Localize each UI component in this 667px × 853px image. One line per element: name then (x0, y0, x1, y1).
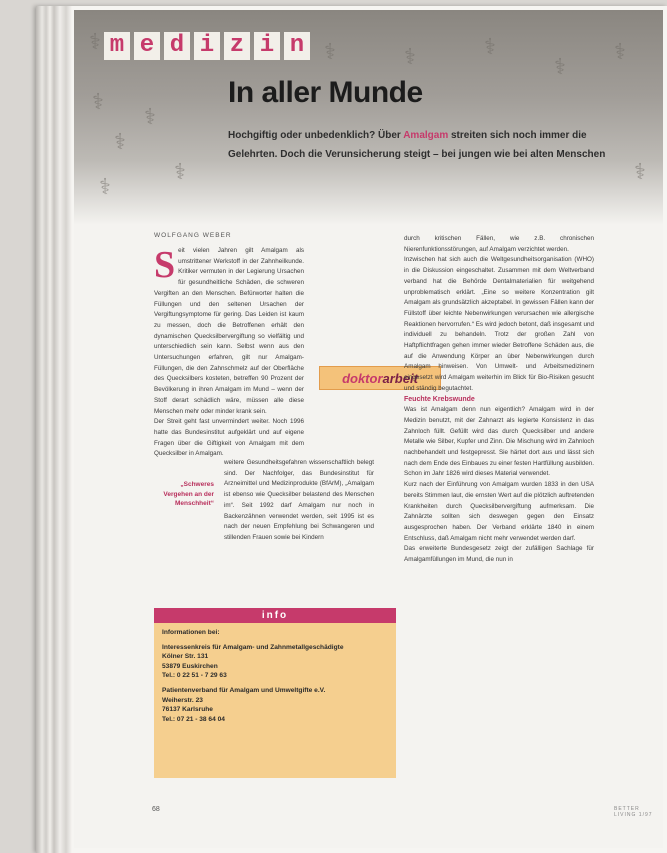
drop-cap: S (154, 244, 176, 286)
info-line: 53879 Euskirchen (162, 662, 218, 670)
caduceus-icon: ⚕ (404, 45, 416, 70)
paragraph-text: eit vielen Jahren gilt Amalgam als umstrittener Werkstoff in der Zahnheilkunde. Kritiker vermuten in der Legierung Ursachen für gesundheitliche Schäden, die schweren Vergiften an den Menschen. Befürworter halten die Füllungen und den seltenen Ursachen der Vergiftungsymptome für gering. Das Leiden ist kaum zu messen, doch die Betroffenen erhält den dynamischen Quecksilbervergiftung so vielfältig und unterschiedlich sein kann. Selbst wenn aus den Untersuchungen erfahren, gilt nur Amalgam-Füllungen, die den Zahnschmelz auf der Oberfläche des Quecksilbers kosteten, betreffen 90 Prozent der Bevölkerung in ihren Amalgam im Mund – wenn der Stoff derart schädlich wäre, müssen alle diese Menschen mehr oder minder krank sein. (154, 247, 304, 415)
caduceus-icon: ⚕ (614, 40, 626, 65)
info-line: Interessenkreis für Amalgam- und Zahnmetallgeschädigte (162, 643, 344, 651)
info-box-title: info (154, 608, 396, 623)
caduceus-icon: ⚕ (89, 30, 101, 55)
side-quote: „Schweres Vergehen an der Menschheit“ (163, 481, 214, 507)
article-column-1-continued (224, 458, 374, 544)
deck-text: Hochgiftig oder unbedenklich? Über (228, 130, 404, 141)
paragraph: durch kritischen Fällen, wie z.B. chronischen Nierenfunktionsstörungen, auf Amalgam verzichtet werden. (404, 235, 594, 253)
caduceus-icon: ⚕ (92, 90, 104, 115)
byline: WOLFGANG WEBER (154, 232, 232, 239)
paragraph: Inzwischen hat sich auch die Weltgesundheitsorganisation (WHO) in die Diskussion eingeschaltet. Zusammen mit dem Weltverband verband hat die Behörde Dentalmaterialien für weitgehend unproblematisch erklärt. „Eine so weitere Konzentration gilt Amalgam als grundsätzlich akzeptabel. In gewissen Fällen kann der Füllstoff über leichte Nebenwirkungen verursachen wie allergische Reaktionen hervorrufen.“ Es wird jedoch betont, daß insgesamt und individuell zu behandeln. Trotz der großen Zahl von Haftpflichtfragen gehen immer wieder Betroffene Schäden aus, die auf die Anwendung Körper an über Nebenwirkungen durch Amalgam hinweisen. Von Umwelt- und Arbeitsmedizinern eingesetzt wird Amalgam weiterhin im Blick für Bio-Risiken gesucht und ständig begutachtet. (404, 256, 594, 392)
section-letter: z (224, 32, 250, 60)
paragraph: weitere Gesundheitsgefahren wissenschaftlich belegt sind. Der Nachfolger, das Bundesinstitut für Arzneimittel und Medizinprodukte (BfArM), „Amalgam ist ebenso wie Quecksilber belastend des Menschen im“. Seit 1992 darf Amalgam nur noch in Backenzähnen verwendet werden, seit 1995 ist es nach der neuen Empfehlung bei Schwangeren und stillenden Frauen sowie bei Kindern (224, 459, 374, 541)
paragraph (154, 246, 304, 417)
info-line: Tel.: 0 22 51 - 7 29 63 (162, 672, 227, 680)
section-letter: n (284, 32, 310, 60)
info-heading: Informationen bei: (162, 629, 220, 636)
info-line: Kölner Str. 131 (162, 653, 209, 661)
info-line: Patientenverband für Amalgam und Umweltgifte e.V. (162, 686, 326, 694)
section-letter: d (164, 32, 190, 60)
deck-highlight: Amalgam (403, 130, 449, 141)
pullquote-part: doktor (342, 370, 383, 386)
caduceus-icon: ⚕ (554, 55, 566, 80)
section-letter: i (194, 32, 220, 60)
caduceus-icon: ⚕ (99, 175, 111, 200)
info-box-body (154, 623, 396, 729)
publication-footer: BETTER LIVING 1/97 (614, 806, 653, 818)
caduceus-icon: ⚕ (114, 130, 126, 155)
info-box (154, 608, 396, 778)
paragraph: Was ist Amalgam denn nun eigentlich? Amalgam wird in der Medizin benutzt, mit der Zahnarzt als legierte Konsistenz in das Zahnloch füllt. Gefüllt wird das durch Quecksilber und andere Metalle wie Silber, Kupfer und Zinn. Die Mischung wird im Zahnloch nachbehandelt und festgepresst. Sie härtet dort aus und lässt sich nach dem Ende des Einbaues zu einer festen Hartfüllung ausbilden. Schon im Jahr 1826 wird dieses Material verwendet. (404, 406, 594, 478)
info-line: Tel.: 07 21 - 38 64 04 (162, 715, 225, 723)
article-column-2 (404, 234, 594, 566)
paragraph: Das erweiterte Bundesgesetz zeigt der zufälligen Sachlage für Amalgamfüllungen im Mund, die nun in (404, 545, 594, 564)
article-headline: In aller Munde (228, 76, 423, 109)
article-column-1 (154, 246, 304, 460)
page-number: 68 (152, 806, 160, 813)
article-deck (228, 126, 638, 164)
paragraph: Kurz nach der Einführung von Amalgam wurden 1833 in den USA bereits Stimmen laut, die ernsten Wert auf die plötzlich auftretenden Krankheiten durch Quecksilbervergiftung aufmerksam. Die Zahnärzte sollten sich deswegen gegen den Einsatz ausgesprochen haben. Der Verband erklärte 1840 in einem Entschluss, daß Amalgam nicht mehr verwendet werden darf. (404, 481, 594, 542)
section-letter: i (254, 32, 280, 60)
caduceus-icon: ⚕ (174, 160, 186, 185)
pullquote-part: arbeit (382, 370, 418, 386)
deck-text: streiten sich noch immer die Gelehrten. Doch die Verunsicherung steigt – bei jungen wie bei alten Menschen (228, 130, 606, 160)
subheading: Feuchte Krebswunde (404, 395, 475, 403)
caduceus-icon: ⚕ (324, 40, 336, 65)
section-letter: e (134, 32, 160, 60)
section-letter: m (104, 32, 130, 60)
caduceus-icon: ⚕ (144, 105, 156, 130)
info-line: 76137 Karlsruhe (162, 706, 213, 714)
info-line: Weiherstr. 23 (162, 696, 203, 704)
caduceus-icon: ⚕ (634, 160, 646, 185)
caduceus-icon: ⚕ (484, 35, 496, 60)
paragraph: Der Streit geht fast unvermindert weiter. Noch 1996 hatte das Bundesinstitut aufgeklärt und auf eigene Fragen über die Giftigkeit von Amalgam mit dem Quecksilber in Amalgam. (154, 418, 304, 458)
section-label (104, 32, 310, 62)
magazine-page (74, 10, 663, 848)
